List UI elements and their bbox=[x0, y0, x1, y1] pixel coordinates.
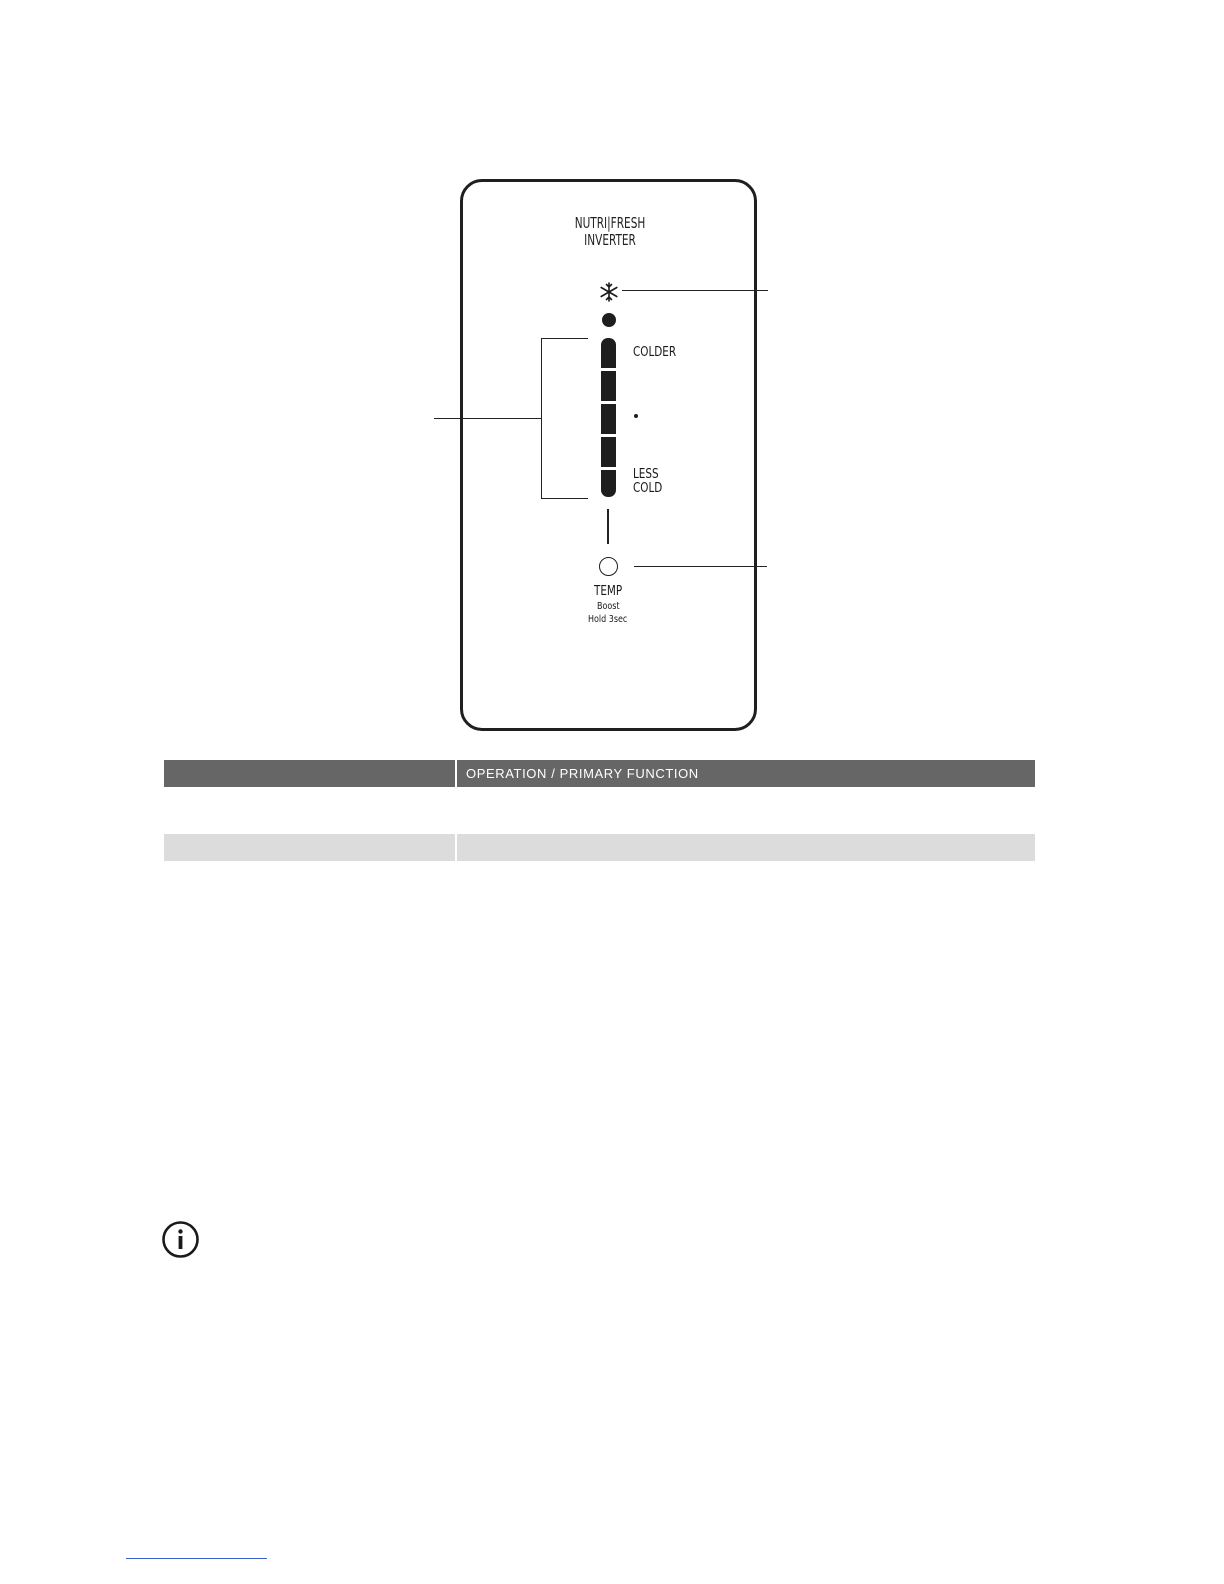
colder-label: COLDER bbox=[633, 345, 677, 360]
connector-line bbox=[607, 509, 609, 544]
bracket-top bbox=[541, 338, 588, 339]
hold-label: Hold 3sec bbox=[588, 614, 628, 625]
temp-segment-5 bbox=[601, 470, 616, 497]
mid-dot bbox=[634, 414, 638, 418]
info-icon bbox=[161, 1220, 200, 1259]
temp-segment-4 bbox=[601, 437, 616, 467]
temp-segment-3 bbox=[601, 404, 616, 434]
leader-line-temp-button bbox=[634, 566, 767, 567]
operation-header-label: OPERATION / PRIMARY FUNCTION bbox=[466, 766, 699, 781]
leader-line-bracket bbox=[434, 418, 542, 419]
table-header-right bbox=[457, 760, 1035, 787]
brand-logo-line1: NUTRI|FRESH bbox=[574, 214, 646, 232]
table-row bbox=[164, 834, 1035, 861]
indicator-dot bbox=[602, 313, 616, 327]
table-cell-left bbox=[164, 834, 455, 861]
boost-label: Boost bbox=[597, 601, 620, 612]
brand-logo-line2: INVERTER bbox=[584, 231, 636, 249]
footer-link-underline[interactable] bbox=[126, 1558, 267, 1559]
snowflake-icon bbox=[598, 281, 620, 303]
leader-line-snowflake bbox=[622, 290, 768, 291]
temp-label: TEMP bbox=[594, 584, 623, 599]
table-header-row bbox=[164, 760, 1035, 787]
table-header-left bbox=[164, 760, 455, 787]
less-cold-label-line1: LESS bbox=[633, 467, 659, 482]
table-cell-right bbox=[457, 834, 1035, 861]
less-cold-label-line2: COLD bbox=[633, 481, 663, 496]
temp-button[interactable] bbox=[599, 557, 618, 576]
temp-segment-2 bbox=[601, 371, 616, 401]
bracket-bottom bbox=[541, 498, 588, 499]
temp-segment-1 bbox=[601, 338, 616, 368]
